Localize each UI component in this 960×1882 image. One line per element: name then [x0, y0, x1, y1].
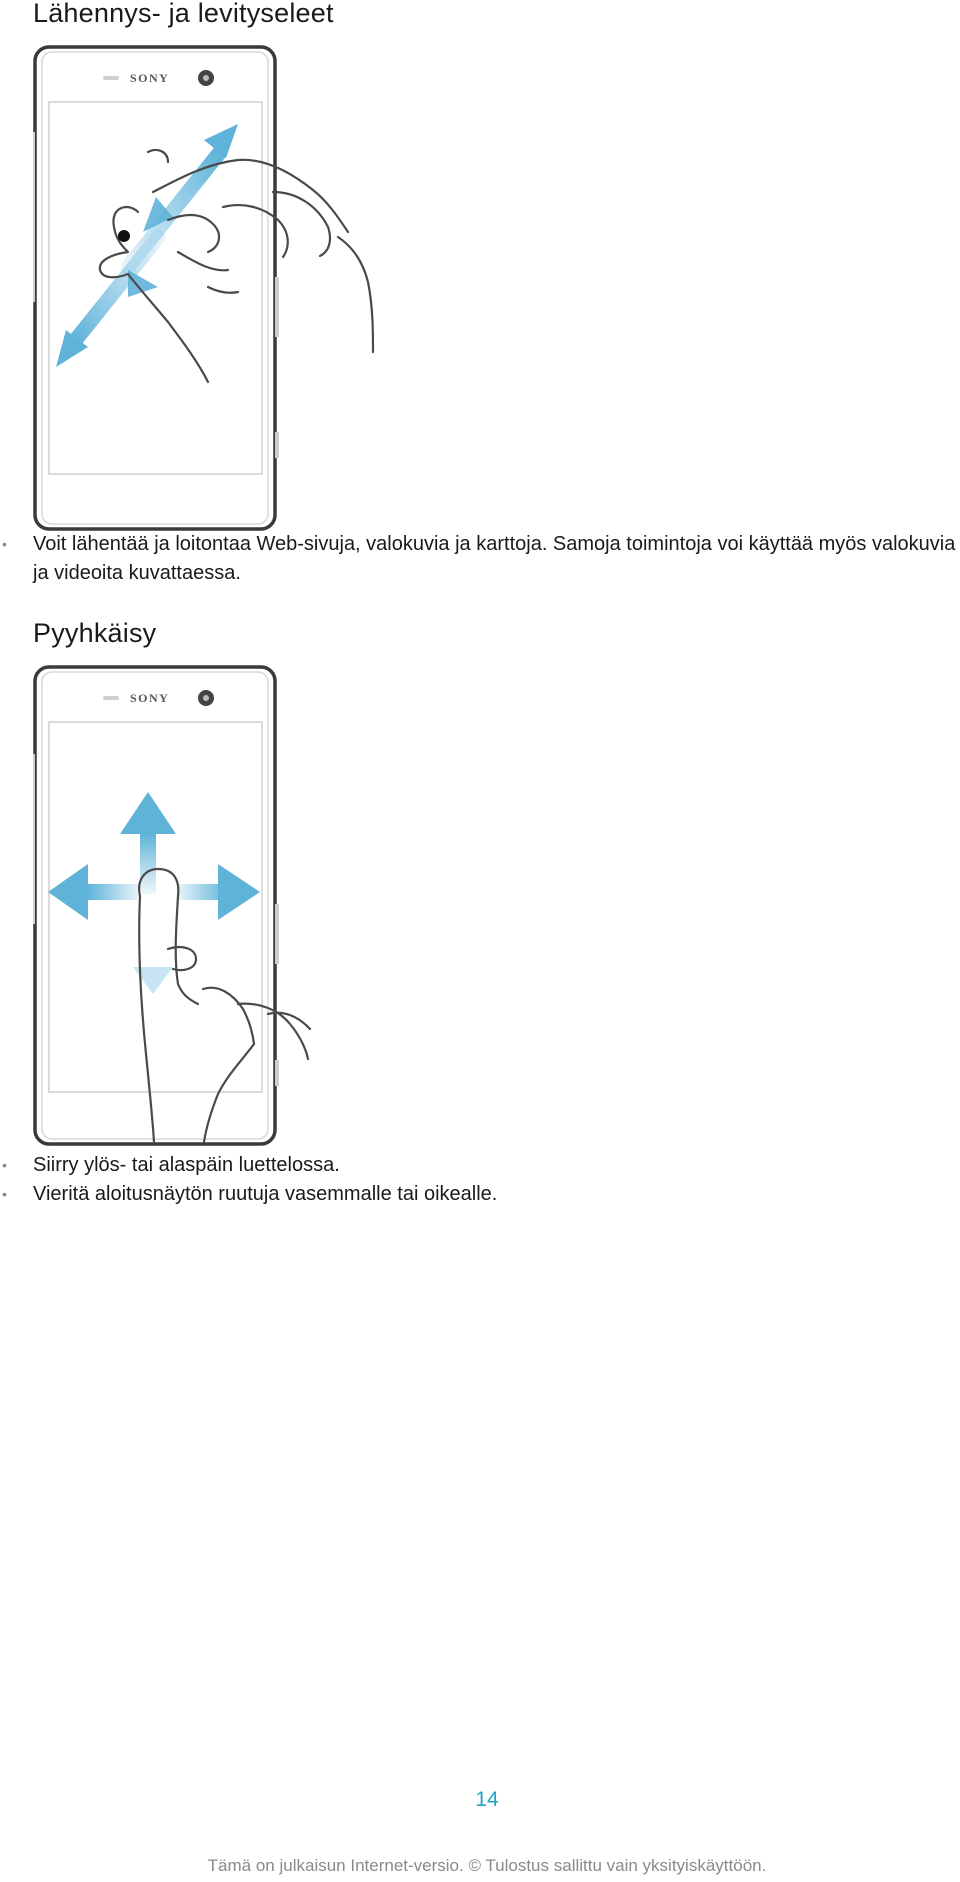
speaker-icon — [103, 696, 119, 700]
swipe-bullet-list — [0, 1151, 960, 1209]
pinch-gesture-illustration — [28, 42, 458, 532]
list-item: • Siirry ylös- tai alaspäin luettelossa. — [2, 1154, 340, 1176]
list-item: • Vieritä aloitusnäytön ruutuja vasemmalle tai oikealle. — [2, 1183, 498, 1205]
brand-logo: SONY — [130, 71, 170, 85]
bullet-text: Voit lähentää ja loitontaa Web-sivuja, valokuvia ja karttoja. Samoja toimintoja voi käyttää myös valokuvia ja videoita kuvattaessa. — [33, 533, 956, 584]
page-number: 14 — [475, 1788, 499, 1811]
speaker-icon — [103, 76, 119, 80]
bullet-text: Siirry ylös- tai alaspäin luettelossa. — [33, 1154, 340, 1176]
footer-note: Tämä on julkaisun Internet-versio. © Tulostus sallittu vain yksityiskäyttöön. — [207, 1856, 767, 1875]
swipe-section-title: Pyyhkäisy — [33, 618, 157, 648]
pinch-section-title: Lähennys- ja levityseleet — [33, 0, 334, 28]
touch-point-icon — [118, 230, 130, 242]
brand-logo: SONY — [130, 691, 170, 705]
bullet-text: Vieritä aloitusnäytön ruutuja vasemmalle tai oikealle. — [33, 1183, 498, 1205]
phone-body — [33, 47, 279, 529]
list-item: • Voit lähentää ja loitontaa Web-sivuja, valokuvia ja karttoja. Samoja toimintoja voi käyttää myös valokuvia ja videoita kuvattaessa. — [2, 533, 956, 584]
pinch-bullet-list — [0, 530, 960, 588]
swipe-gesture-illustration — [28, 664, 458, 1146]
